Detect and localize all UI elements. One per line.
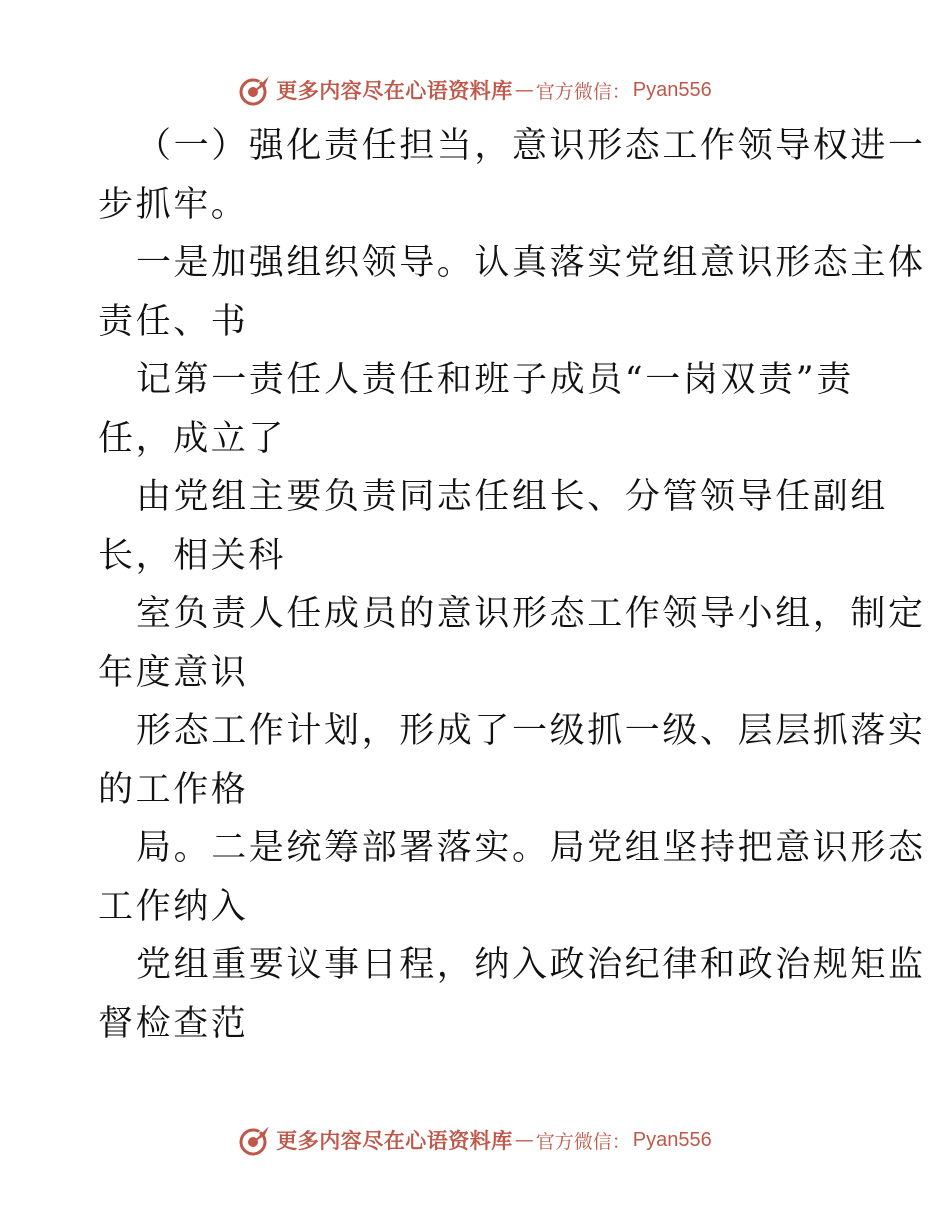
text-line: 局。二是统筹部署落实。局党组坚持把意识形态 (136, 828, 926, 868)
text-line: 长，相关科 (98, 535, 287, 576)
footer-wechat-id: Pyan556 (632, 1128, 712, 1151)
text-line: 工作纳入 (98, 886, 249, 927)
text-line: 由党组主要负责同志任组长、分管领导任副组 (136, 477, 889, 517)
text-line: 督检查范 (98, 1003, 249, 1044)
text-line: 年度意识 (98, 652, 249, 693)
text-line: 一是加强组织领导。认真落实党组意识形态主体 (136, 243, 926, 283)
text-line: （一）强化责任担当，意识形态工作领导权进一 (136, 126, 926, 166)
header-wechat-id: Pyan556 (632, 78, 712, 101)
text-line: 责任、书 (98, 301, 249, 342)
text-line: 室负责人任成员的意识形态工作领导小组，制定 (136, 594, 926, 634)
text-line: 步抓牢。 (98, 184, 249, 225)
header-wechat-label: 官方微信： (535, 80, 631, 103)
header-banner (0, 70, 950, 110)
footer-site-name: 更多内容尽在心语资料库 (276, 1128, 513, 1153)
footer-separator: — (514, 1129, 534, 1151)
footer-wechat-label: 官方微信： (535, 1130, 631, 1153)
header-site-name: 更多内容尽在心语资料库 (276, 78, 513, 103)
document-body (98, 117, 926, 1053)
text-line: 形态工作计划，形成了一级抓一级、层层抓落实 (136, 711, 926, 751)
quill-logo-icon (238, 73, 272, 107)
text-line: 记第一责任人责任和班子成员“一岗双责”责 (136, 360, 854, 400)
quill-logo-icon (238, 1123, 272, 1157)
header-separator: — (514, 79, 534, 101)
footer-banner (0, 1120, 950, 1160)
text-line: 党组重要议事日程，纳入政治纪律和政治规矩监 (136, 945, 926, 985)
text-line: 的工作格 (98, 769, 249, 810)
text-line: 任，成立了 (98, 418, 287, 459)
